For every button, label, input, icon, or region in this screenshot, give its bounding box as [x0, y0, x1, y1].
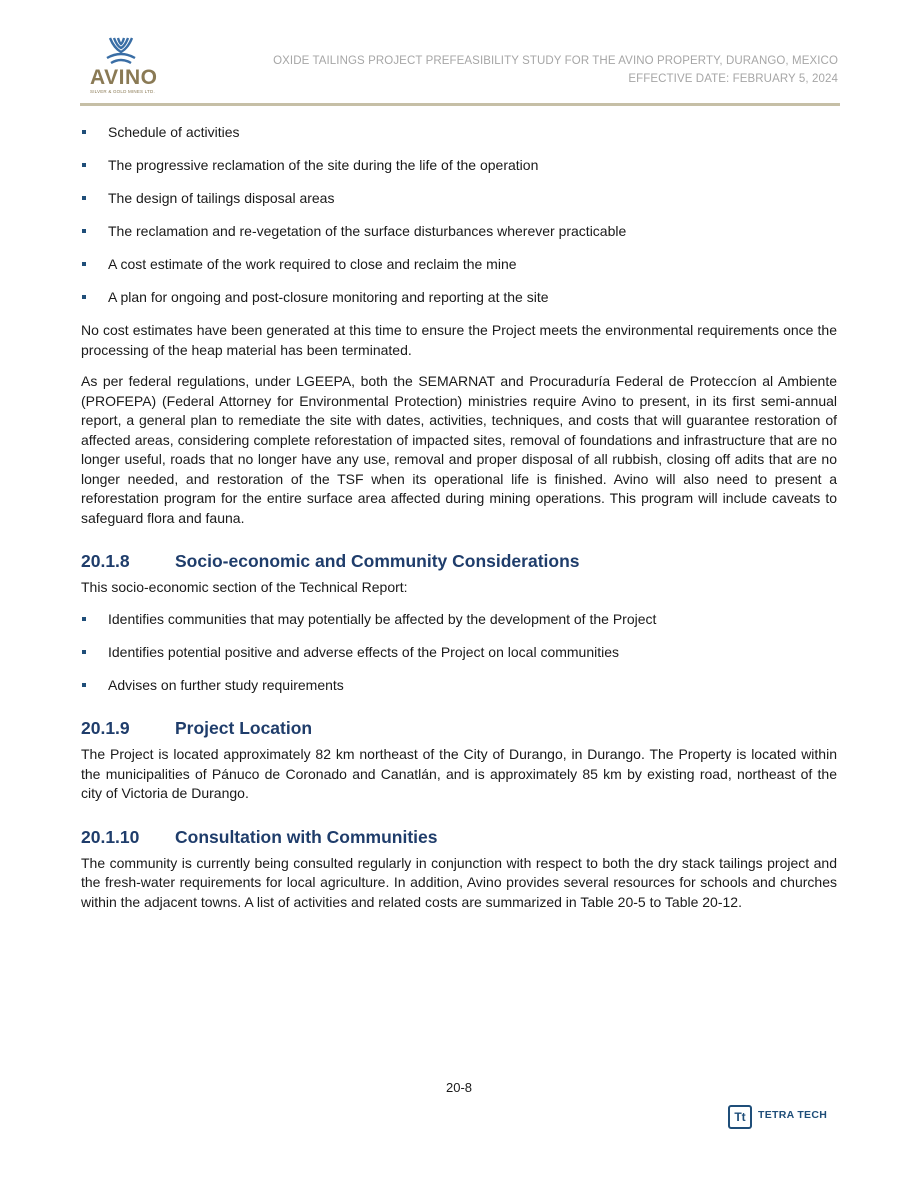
list-item-text: Schedule of activities: [108, 124, 240, 140]
avino-emblem-icon: [104, 36, 138, 66]
section-number: 20.1.8: [81, 551, 130, 571]
paragraph-project-location: The Project is located approximately 82 km northeast of the City of Durango, in Durango. The Property is located within the municipalities of Pánuco de Coronado and Canatlán, and is approximately 85 km by existing road, northeast of the city of Victoria de Durango.: [81, 746, 837, 801]
paragraph-federal-regulations: As per federal regulations, under LGEEPA, both the SEMARNAT and Procuraduría Federal de Proteccíon al Ambiente (PROFEPA) (Federal Attorney for Environmental Protection) ministries require Avino to present, in its first semi-annual report, a general plan to remediate the site with dates, activities, techniques, and costs that will guarantee restoration of affected areas, considering complete reforestation of impacted sites, removal of foundations and infrastructure that are no longer useful, roads that no longer have any use, removal and proper disposal of all rubbish, closing off adits that are no longer needed, and restoration of the TSF when its operational life is finished. Avino will also need to present a reforestation program for the entire surface area affected during mining operations. This program will include caveats to safeguard flora and fauna.: [81, 373, 837, 526]
page-body: [81, 123, 837, 924]
section-title: Socio-economic and Community Considerations: [175, 551, 580, 571]
avino-logo: [84, 36, 164, 100]
header-text: [273, 52, 838, 88]
list-item-text: Identifies potential positive and adverse effects of the Project on local communities: [108, 643, 620, 660]
list-item-text: A plan for ongoing and post-closure monitoring and reporting at the site: [108, 289, 549, 305]
bullet-icon: [82, 196, 86, 200]
paragraph-cost-estimates: No cost estimates have been generated at this time to ensure the Project meets the environmental requirements once the processing of the heap material has been terminated.: [81, 322, 837, 358]
bullet-icon: [82, 130, 86, 134]
bullet-icon: [82, 295, 86, 299]
page-header: [80, 36, 840, 106]
bullet-icon: [82, 683, 86, 687]
list-item: [81, 156, 837, 176]
list-item: [81, 123, 837, 143]
header-divider: [80, 103, 840, 106]
tetra-tech-mark-icon: Tt: [728, 1105, 752, 1129]
list-item: [81, 189, 837, 209]
list-item: [81, 288, 837, 308]
logo-wordmark: AVINO: [90, 66, 158, 89]
section-number: 20.1.9: [81, 718, 130, 738]
bullet-icon: [82, 617, 86, 621]
bullet-icon: [82, 163, 86, 167]
page-number: 20-8: [445, 1080, 473, 1095]
list-item: [81, 255, 837, 275]
list-item: [81, 222, 837, 242]
list-item: [81, 610, 837, 630]
section-title: Consultation with Communities: [175, 826, 438, 847]
logo-tagline: SILVER & GOLD MINES LTD.: [90, 89, 155, 94]
section-heading-project-location: [81, 717, 837, 739]
section-heading-consultation: [81, 826, 837, 848]
list-item-text: Advises on further study requirements: [108, 676, 344, 693]
document-title: OXIDE TAILINGS PROJECT PREFEASIBILITY STUDY FOR THE AVINO PROPERTY, DURANGO, MEXICO: [273, 55, 838, 67]
tetra-tech-wordmark: TETRA TECH: [758, 1109, 828, 1121]
effective-date: EFFECTIVE DATE: FEBRUARY 5, 2024: [628, 73, 838, 85]
list-item: [81, 676, 837, 696]
closure-plan-list: [81, 123, 837, 308]
list-item-text: The design of tailings disposal areas: [108, 190, 335, 206]
list-item-text: Identifies communities that may potentially be affected by the development of the Project: [108, 610, 657, 627]
paragraph-consultation: The community is currently being consulted regularly in conjunction with respect to both the dry stack tailings project and the fresh-water requirements for local agriculture. In addition, Avino provides several resources for schools and churches within the adjacent towns. A list of activities and related costs are summarized in Table 20-5 to Table 20-12.: [81, 854, 837, 910]
list-item-text: A cost estimate of the work required to close and reclaim the mine: [108, 256, 517, 272]
tetra-tech-logo: [728, 1105, 838, 1133]
list-item-text: The progressive reclamation of the site during the life of the operation: [108, 157, 539, 173]
bullet-icon: [82, 650, 86, 654]
bullet-icon: [82, 262, 86, 266]
list-item: [81, 643, 837, 663]
section-heading-socio-economic: [81, 550, 837, 572]
paragraph-socio-intro: This socio-economic section of the Technical Report:: [81, 579, 408, 595]
section-title: Project Location: [175, 718, 313, 738]
list-item-text: The reclamation and re-vegetation of the surface disturbances wherever practicable: [108, 223, 627, 239]
section-number: 20.1.10: [81, 826, 140, 847]
socio-economic-list: [81, 610, 837, 696]
bullet-icon: [82, 229, 86, 233]
